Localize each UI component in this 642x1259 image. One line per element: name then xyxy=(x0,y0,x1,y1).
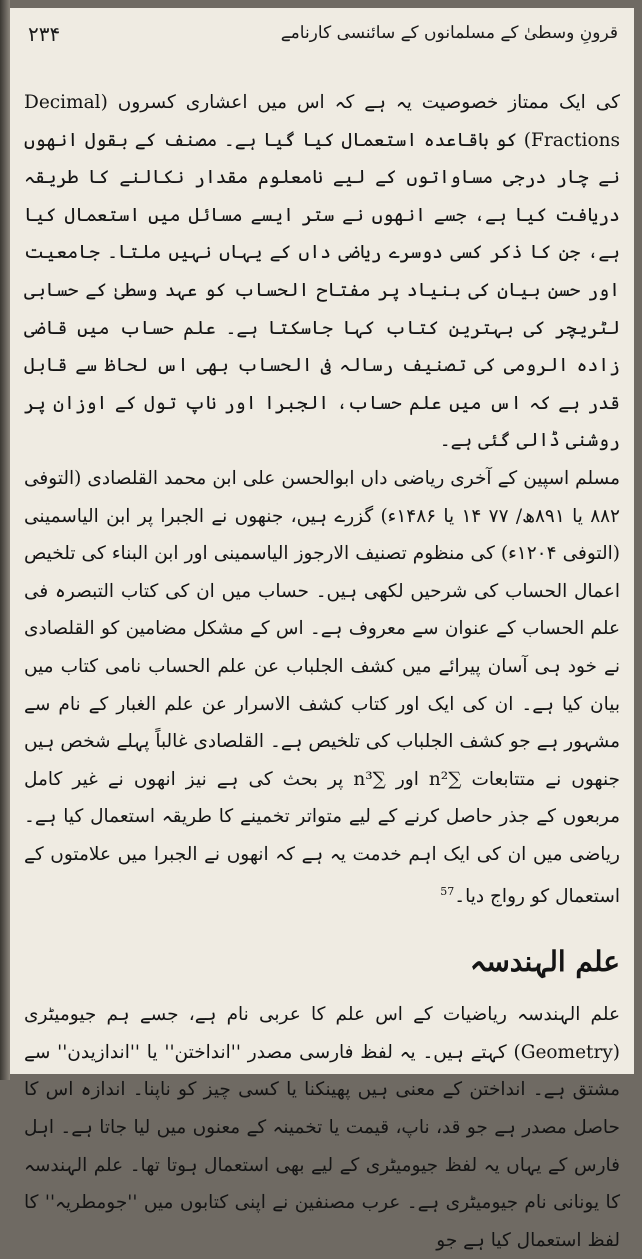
page-number: ۲۳۴ xyxy=(28,22,61,46)
running-head: قرونِ وسطیٰ کے مسلمانوں کے سائنسی کارنامے xyxy=(280,23,618,43)
section-heading: علم الہندسہ xyxy=(469,945,620,979)
paragraph-with-footnote xyxy=(24,460,620,916)
book-spine-shadow xyxy=(0,0,10,1080)
paragraph-text: مسلم اسپین کے آخری ریاضی داں ابوالحسن علی ابن محمد القلصادی (التوفی ۸۸۲ یا ۸۹۱ھ/ ۷۷ ۱۴ یا ۱۴۸۶ء) گزرے ہیں، جنھوں نے الجبرا پر ابن الیاسمینی (التوفی ۱۲۰۴ء) کی منظوم تصنیف الارجوز الیاسمینی اور ابن البناء کی تلخیص اعمال الحساب کی شرحیں لکھی ہیں۔ حساب میں ان کی کتاب التبصرہ فی علم الحساب کے عنوان سے معروف ہے۔ اس کے مشکل مضامین کو القلصادی نے خود ہی آسان پیرائے میں کشف الجلباب عن علم الحساب نامی کتاب میں بیان کیا ہے۔ ان کی ایک اور کتاب کشف الاسرار عن علم الغبار کے نام سے مشہور ہے جو کشف الجلباب کی تلخیص ہے۔ القلصادی غالباً پہلے شخص ہیں جنھوں نے متتابعات ∑n² اور ∑n³ پر بحث کی ہے نیز انھوں نے غیر کامل مربعوں کے جذر حاصل کرنے کے لیے متواتر تخمینے کا طریقہ استعمال کیا ہے۔ ریاضی میں ان کی ایک اہم خدمت یہ ہے کہ انھوں نے الجبرا میں علامتوں کے استعمال کو رواج دیا۔ xyxy=(24,467,621,908)
paragraph: علم الہندسہ ریاضیات کے اس علم کا عربی نام ہے، جسے ہم جیومیٹری (Geometry) کہتے ہیں۔ یہ لفظ فارسی مصدر ''انداختن'' یا ''اندازیدن'' سے مشتق ہے۔ انداختن کے معنی ہیں پھینکنا یا کسی چیز کو ناپنا۔ اندازہ اس کا حاصل مصدر ہے جو قد، ناپ، قیمت یا تخمینہ کے معنوں میں لیا جاتا ہے۔ اہل فارس کے یہاں یہ لفظ جیومیٹری کے لیے بھی استعمال ہوتا تھا۔ علم الہندسہ کا یونانی نام جیومیٹری ہے۔ عرب مصنفین نے اپنی کتابوں میں ''جومطریہ'' کا لفظ استعمال کیا ہے جو xyxy=(24,1004,620,1251)
page-header xyxy=(22,14,622,52)
paragraph: کی ایک ممتاز خصوصیت یہ ہے کہ اس میں اعشاری کسروں (Decimal Fractions) کو باقاعدہ استعمال کیا گیا ہے۔ مصنف کے بقول انھوں نے چار درجی مساواتوں کے لیے نامعلوم مقدار نکالنے کا طریقہ دریافت کیا ہے، جسے انھوں نے ستر ایسے مسائل میں استعمال کیا ہے، جن کا ذکر کسی دوسرے ریاضی داں کے یہاں نہیں ملتا۔ جامعیت اور حسن بیان کی بنیاد پر مفتاح الحساب کو عہد وسطیٰ کے حسابی لٹریچر کی بہترین کتاب کہا جاسکتا ہے۔ علم حساب میں قاضی زادہ الرومی کی تصنیف رسالہ فی الحساب بھی اس لحاظ سے قابل قدر ہے کہ اس میں علم حساب، الجبرا اور ناپ تول کے اوزان پر روشنی ڈالی گئی ہے۔ xyxy=(24,92,620,452)
footnote-ref: 57 xyxy=(440,885,455,899)
book-page xyxy=(10,8,634,1251)
page-body xyxy=(24,84,620,1259)
